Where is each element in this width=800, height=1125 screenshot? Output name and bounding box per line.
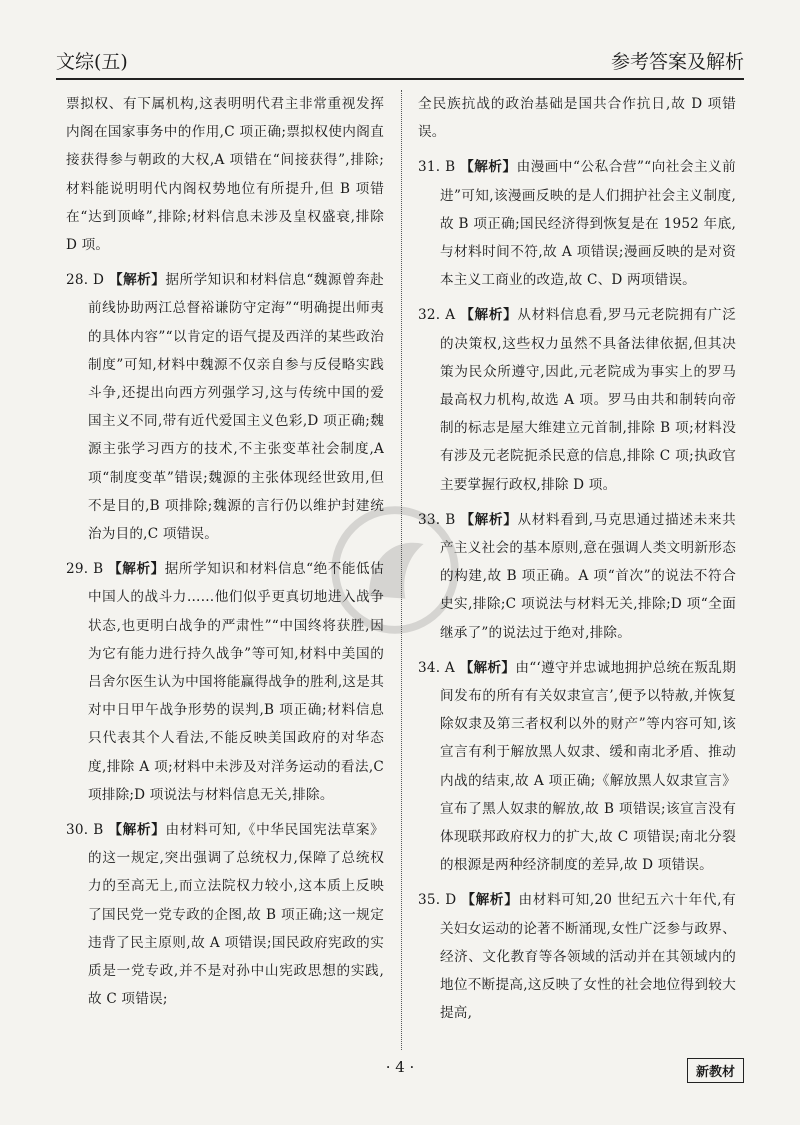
analysis-tag: 【解析】 bbox=[460, 159, 517, 176]
analysis-text: 由“‘遵守并忠诚地拥护总统在叛乱期间发布的所有有关奴隶宣言’,便予以特赦,并恢复除奴隶及第三者权利以外的财产”等内容可知,该宣言有利于解放黑人奴隶、缓和南北矛盾、推动内战的结束,故 A 项正确;《解放黑人奴隶宣言》宣布了黑人奴隶的解放,故 B 项错误;该宣言没有体现联邦政府权力的扩大,故 C 项错误;南北分裂的根源是两种经济制度的差异,故 D 项错误。 bbox=[440, 659, 736, 874]
analysis-tag: 【解析】 bbox=[461, 892, 519, 909]
answer-item bbox=[418, 301, 736, 498]
analysis-tag: 【解析】 bbox=[459, 659, 516, 676]
answer-letter: A bbox=[445, 307, 456, 324]
question-number: 28. bbox=[66, 272, 89, 289]
answer-letter: B bbox=[445, 511, 456, 528]
analysis-tag: 【解析】 bbox=[460, 307, 518, 324]
question-number: 34. bbox=[418, 659, 441, 676]
analysis-tag: 【解析】 bbox=[460, 511, 518, 528]
answer-item bbox=[66, 555, 384, 809]
paragraph-text: 票拟权、有下属机构,这表明明代君主非常重视发挥内阁在国家事务中的作用,C 项正确;票拟权使内阁直接获得参与朝政的大权,A 项错在“间接获得”,排除;材料能说明明代内阁权势地位有所提升,但 B 项错在“达到顶峰”,排除;材料信息未涉及皇权盛衰,排除 D 项。 bbox=[66, 96, 384, 254]
continued-paragraph bbox=[66, 90, 384, 259]
answer-columns bbox=[66, 90, 734, 1050]
right-column bbox=[418, 90, 736, 1050]
answer-item bbox=[418, 153, 736, 294]
answer-item bbox=[66, 816, 384, 1013]
page-number: · 4 · bbox=[385, 1058, 415, 1076]
question-number: 30. bbox=[66, 822, 89, 839]
answer-letter: B bbox=[93, 822, 104, 839]
analysis-tag: 【解析】 bbox=[108, 272, 166, 289]
paragraph-text: 全民族抗战的政治基础是国共合作抗日,故 D 项错误。 bbox=[418, 96, 736, 141]
analysis-text: 据所学知识和材料信息“绝不能低估中国人的战斗力……他们似乎更真切地进入战争状态,也更明白战争的严肃性”“中国终将获胜,因为它有能力进行持久战争”等可知,材料中美国的吕舍尔医生认为中国将能赢得战争的胜利,这是其对中日甲午战争形势的误判,B 项正确;材料信息只代表其个人看法,不能反映美国政府的对华态度,排除 A 项;材料中未涉及对洋务运动的看法,C 项排除;D 项说法与材料信息无关,排除。 bbox=[88, 561, 384, 803]
answer-item bbox=[66, 266, 384, 548]
analysis-text: 由材料可知,《中华民国宪法草案》的这一规定,突出强调了总统权力,保障了总统权力的至高无上,而立法院权力较小,这本质上反映了国民党一党专政的企图,故 B 项正确;这一规定违背了民主原则,故 A 项错误;国民政府宪政的实质是一党专政,并不是对孙中山宪政思想的实践,故 C 项错误; bbox=[88, 822, 384, 1008]
answer-letter: A bbox=[444, 659, 455, 676]
question-number: 31. bbox=[418, 159, 441, 176]
answer-item bbox=[418, 654, 736, 880]
analysis-tag: 【解析】 bbox=[108, 822, 166, 839]
answer-letter: B bbox=[93, 561, 104, 578]
analysis-tag: 【解析】 bbox=[108, 561, 165, 578]
header-right-title: 参考答案及解析 bbox=[610, 51, 744, 73]
left-column bbox=[66, 90, 384, 1050]
question-number: 33. bbox=[418, 511, 441, 528]
answer-item bbox=[418, 506, 736, 647]
answer-letter: D bbox=[93, 272, 105, 289]
edition-badge: 新教材 bbox=[687, 1058, 744, 1083]
continued-paragraph bbox=[418, 90, 736, 146]
answer-item bbox=[418, 886, 736, 1027]
answer-letter: B bbox=[445, 159, 456, 176]
column-divider bbox=[401, 90, 402, 1050]
analysis-text: 从材料看到,马克思通过描述未来共产主义社会的基本原则,意在强调人类文明新形态的构建,故 B 项正确。A 项“首次”的说法不符合史实,排除;C 项说法与材料无关,排除;D 项“全面继承了”的说法过于绝对,排除。 bbox=[440, 511, 736, 641]
answer-letter: D bbox=[445, 892, 457, 909]
analysis-text: 从材料信息看,罗马元老院拥有广泛的决策权,这些权力虽然不具备法律依据,但其决策为民众所遵守,因此,元老院成为事实上的罗马最高权力机构,故选 A 项。罗马由共和制转向帝制的标志是屋大维建立元首制,排除 B 项;材料没有涉及元老院扼杀民意的信息,排除 C 项;执政官主要掌握行政权,排除 D 项。 bbox=[440, 307, 736, 493]
analysis-text: 由漫画中“公私合营”“向社会主义前进”可知,该漫画反映的是人们拥护社会主义制度,故 B 项正确;国民经济得到恢复是在 1952 年底,与材料时间不符,故 A 项错误;漫画反映的是对资本主义工商业的改造,故 C、D 两项错误。 bbox=[440, 159, 736, 289]
question-number: 35. bbox=[418, 892, 441, 909]
page-footer bbox=[56, 1058, 744, 1088]
question-number: 29. bbox=[66, 561, 89, 578]
analysis-text: 据所学知识和材料信息“魏源曾奔赴前线协助两江总督裕谦防守定海”“明确提出师夷的具体内容”“以肯定的语气提及西洋的某些政治制度”可知,材料中魏源不仅亲自参与反侵略实践斗争,还提出向西方列强学习,这与传统中国的爱国主义不同,带有近代爱国主义色彩,D 项正确;魏源主张学习西方的技术,不主张变革社会制度,A 项“制度变革”错误;魏源的主张体现经世致用,但不是目的,B 项排除;魏源的言行仍以维护封建统治为目的,C 项错误。 bbox=[88, 272, 384, 543]
header-left-title: 文综(五) bbox=[56, 51, 128, 73]
question-number: 32. bbox=[418, 307, 441, 324]
analysis-text: 由材料可知,20 世纪五六十年代,有关妇女运动的论著不断涌现,女性广泛参与政界、经济、文化教育等各领域的活动并在其领域内的地位不断提高,这反映了女性的社会地位得到较大提高, bbox=[440, 892, 736, 1022]
page-header bbox=[56, 44, 744, 80]
